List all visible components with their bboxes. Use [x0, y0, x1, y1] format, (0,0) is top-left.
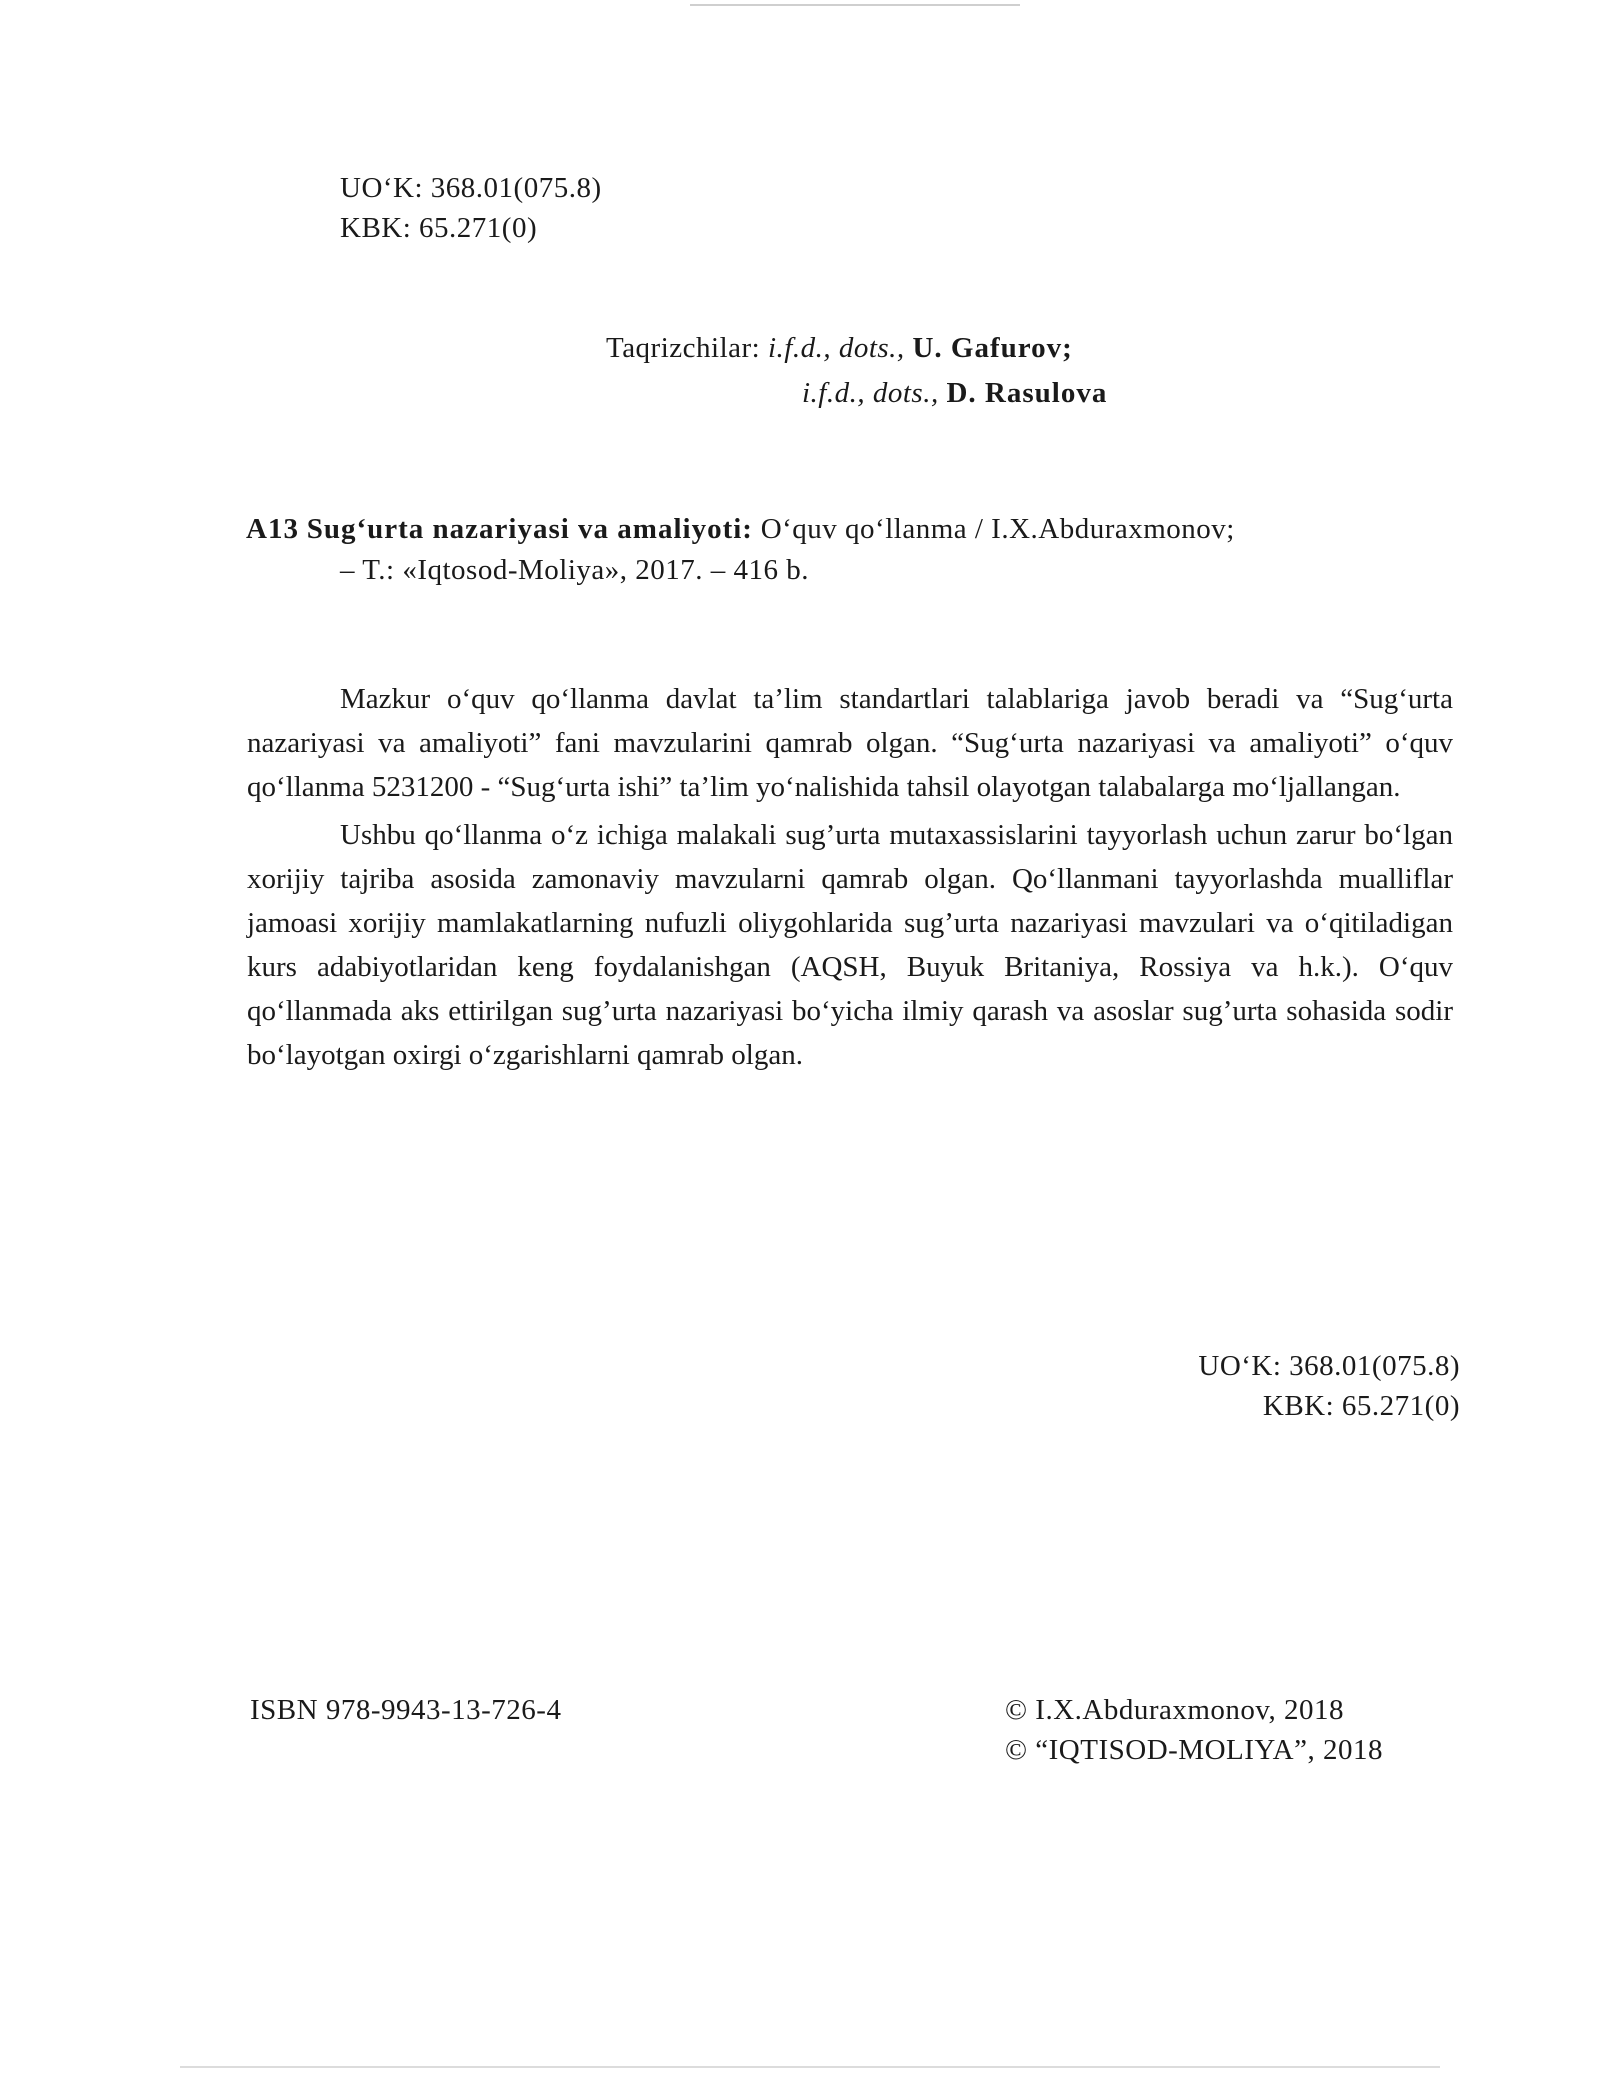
catalog-code: A13: [246, 513, 299, 545]
udc-code: UO‘K: 368.01(075.8): [340, 172, 602, 204]
book-subtitle: O‘quv qo‘llanma / I.X.Abduraxmonov;: [760, 513, 1235, 545]
catalog-imprint: – T.: «Iqtosod-Moliya», 2017. – 416 b.: [340, 554, 810, 586]
annotation-paragraph-2: Ushbu qo‘llanma o‘z ichiga malakali sug’urta mutaxassislarini tayyorlash uchun zarur bo‘lgan xorijiy tajriba asosida zamonaviy mavzularni qamrab olgan. Qo‘llanmani tayyorlashda mualliflar jamoasi xorijiy mamlakatlarning nufuzli oliygohlarida sug’urta nazariyasi mavzulari va o‘qitiladigan kurs adabiyotlaridan keng foydalanishgan (AQSH, Buyuk Britaniya, Rossiya va h.k.). O‘quv qo‘llanmada aks ettirilgan sug’urta nazariyasi bo‘yicha ilmiy qarash va asoslar sug’urta sohasida sodir bo‘layotgan oxirgi o‘zgarishlarni qamrab olgan.: [247, 819, 1453, 1071]
book-title: Sug‘urta nazariyasi va amaliyoti:: [306, 513, 753, 545]
scan-artifact-bottom: [180, 2066, 1440, 2068]
reviewer-1-degree: i.f.d., dots.,: [767, 332, 905, 364]
reviewers-line-1: [606, 328, 1073, 368]
bottom-classification: [1198, 1346, 1460, 1426]
copyright-publisher: © “IQTISOD-MOLIYA”, 2018: [1005, 1734, 1383, 1766]
reviewers-label: Taqrizchilar:: [606, 332, 761, 364]
copyright-block: [1005, 1690, 1383, 1770]
catalog-entry: [246, 509, 1235, 549]
bbk-code: KBK: 65.271(0): [340, 212, 538, 244]
top-classification: [340, 168, 602, 248]
annotation: [247, 677, 1453, 1081]
copyright-author: © I.X.Abduraxmonov, 2018: [1005, 1694, 1345, 1726]
reviewer-1-name: U. Gafurov;: [912, 332, 1073, 364]
bbk-code-bottom: KBK: 65.271(0): [1262, 1390, 1460, 1422]
udc-code-bottom: UO‘K: 368.01(075.8): [1198, 1350, 1460, 1382]
annotation-paragraph-1: Mazkur o‘quv qo‘llanma davlat ta’lim standartlari talablariga javob beradi va “Sug‘urta nazariyasi va amaliyoti” fani mavzularini qamrab olgan. “Sug‘urta nazariyasi va amaliyoti” o‘quv qo‘llanma 5231200 - “Sug‘urta ishi” ta’lim yo‘nalishida tahsil olayotgan talabalarga mo‘ljallangan.: [247, 683, 1453, 803]
reviewer-2-name: D. Rasulova: [946, 377, 1108, 409]
isbn: ISBN 978-9943-13-726-4: [250, 1694, 562, 1726]
reviewers-line-2: [802, 373, 1107, 413]
scan-artifact-top: [690, 4, 1020, 6]
reviewer-2-degree: i.f.d., dots.,: [802, 377, 939, 409]
